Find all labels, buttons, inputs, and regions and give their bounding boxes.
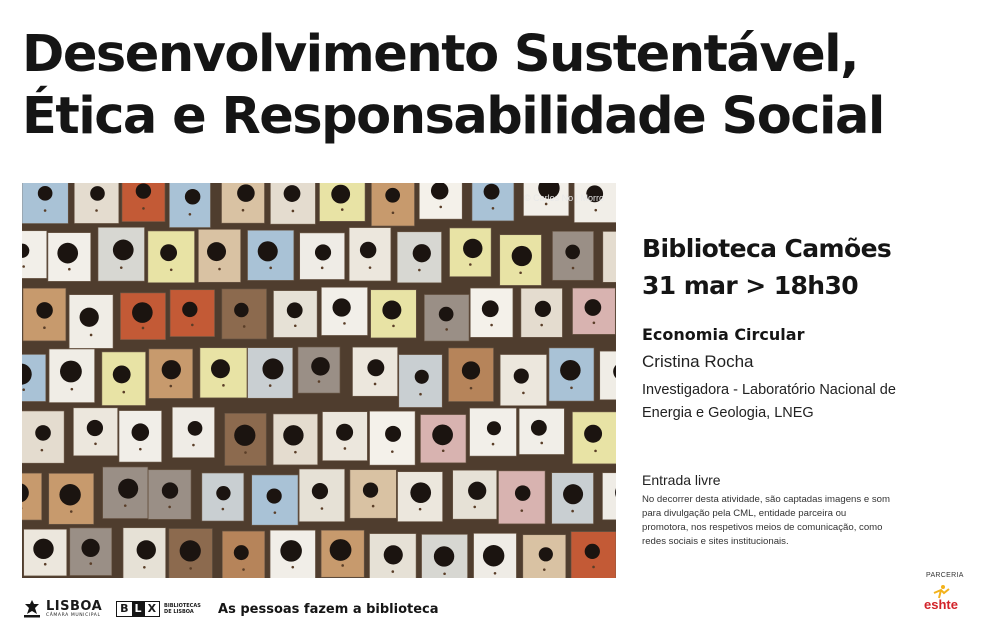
entrance-hole [363, 482, 378, 497]
birdhouse-box [122, 183, 165, 222]
entrance-hole [113, 240, 134, 261]
entrance-hole [360, 242, 376, 258]
birdhouse-box [119, 411, 162, 462]
perch-peg [594, 209, 597, 212]
entrance-hole [312, 483, 328, 499]
birdhouse-box [571, 532, 616, 578]
birdhouse-box [552, 473, 594, 524]
entrance-hole [113, 365, 131, 383]
birdhouse-box [422, 534, 468, 578]
perch-peg [218, 268, 221, 271]
birdhouse-box [319, 183, 365, 221]
entrance-hole [132, 423, 150, 441]
entrance-hole [237, 184, 255, 202]
lisboa-name: LISBOA [46, 598, 103, 614]
entrance-hole [512, 246, 532, 266]
lisboa-subtitle: CÂMARA MUNICIPAL [46, 612, 101, 618]
birdhouse-box [420, 415, 466, 463]
birdhouse-box [370, 411, 416, 465]
entrance-hole [182, 302, 197, 317]
event-datetime: 31 mar > 18h30 [642, 271, 859, 300]
birdhouse-box [523, 535, 566, 578]
perch-peg [492, 443, 495, 446]
entrance-hole [487, 421, 501, 435]
perch-peg [570, 386, 573, 389]
lisboa-crest-icon [22, 599, 42, 619]
birdhouse-box [270, 183, 315, 224]
birdhouse-box [270, 530, 315, 578]
birdhouse-box [49, 473, 94, 524]
entrance-hole [531, 420, 547, 436]
birdhouse-box [453, 470, 497, 519]
entrance-hole [482, 300, 499, 317]
perch-peg [124, 504, 127, 507]
perch-peg [120, 266, 123, 269]
perch-peg [169, 385, 172, 388]
birdhouse-box [321, 530, 364, 577]
perch-peg [374, 383, 377, 386]
birdhouse-box [22, 411, 64, 463]
event-venue: Biblioteca Camões [642, 234, 892, 263]
perch-peg [41, 449, 44, 452]
entrance-hole [432, 424, 453, 445]
entrance-hole [415, 370, 429, 384]
entrance-hole [434, 546, 454, 566]
birdhouse-box [448, 348, 493, 402]
birdhouse-box [602, 473, 616, 520]
entrance-hole [267, 488, 282, 503]
speaker-name: Cristina Rocha [642, 352, 754, 371]
entrance-hole [132, 302, 153, 323]
birdhouse-box [498, 471, 545, 524]
perch-peg [321, 267, 324, 270]
entrance-hole [118, 479, 138, 499]
entrance-hole [468, 482, 486, 500]
entrance-hole [331, 185, 350, 204]
birdhouses-photo [22, 183, 616, 578]
perch-peg [344, 447, 347, 450]
birdhouse-box [299, 469, 345, 522]
birdhouses-illustration [22, 183, 616, 578]
birdhouse-box [549, 348, 594, 401]
birdhouse-box [48, 233, 91, 282]
entrance-hole [216, 486, 230, 500]
birdhouse-box [225, 413, 266, 465]
perch-peg [391, 570, 394, 573]
perch-peg [44, 209, 47, 212]
birdhouse-box [198, 229, 240, 282]
perch-peg [122, 391, 125, 394]
entrance-hole [367, 359, 384, 376]
birdhouse-box [399, 355, 442, 408]
birdhouse-box [321, 287, 367, 335]
birdhouse-box [298, 347, 340, 393]
entrance-hole [560, 360, 581, 381]
entrance-hole [81, 539, 99, 557]
birdhouse-box [70, 528, 112, 576]
entrance-hole [515, 485, 531, 501]
perch-peg [572, 267, 575, 270]
title-line-1: Desenvolvimento Sustentável, [22, 25, 859, 84]
entrance-hole [384, 545, 403, 564]
perch-peg [540, 442, 543, 445]
entrance-hole [535, 301, 551, 317]
entrance-hole [585, 544, 600, 559]
perch-peg [492, 207, 495, 210]
birdhouse-box [22, 354, 46, 401]
perch-peg [392, 325, 395, 328]
perch-peg [274, 511, 277, 514]
perch-peg [170, 268, 173, 271]
entrance-hole [585, 299, 602, 316]
birdhouse-box [300, 233, 345, 280]
birdhouse-box [273, 414, 318, 465]
birdhouse-box [102, 352, 146, 406]
birdhouse-box [552, 231, 593, 280]
perch-peg [594, 450, 597, 453]
birdhouse-box [170, 290, 214, 337]
birdhouse-box [103, 467, 148, 518]
perch-peg [445, 328, 448, 331]
perch-peg [469, 263, 472, 266]
birdhouse-box [472, 183, 514, 221]
entrance-hole [284, 185, 301, 202]
eshte-logo [924, 584, 980, 618]
entrance-hole [463, 239, 482, 258]
birdhouse-box [252, 475, 298, 525]
perch-peg [68, 268, 71, 271]
perch-peg [90, 334, 93, 337]
entrance-hole [283, 425, 303, 445]
blx-letter-b: B [120, 602, 129, 615]
blx-subtitle: BIBLIOTECAS DE LISBOA [164, 603, 201, 615]
perch-peg [294, 451, 297, 454]
perch-peg [520, 509, 523, 512]
perch-peg [189, 567, 192, 570]
birdhouse-box [248, 348, 293, 399]
perch-peg [142, 207, 145, 210]
perch-peg [269, 384, 272, 387]
birdhouse-box [397, 232, 441, 283]
birdhouse-box [603, 231, 616, 282]
perch-peg [242, 209, 245, 212]
birdhouse-box [572, 412, 616, 464]
entrance-hole [188, 421, 203, 436]
birdhouse-box [398, 472, 443, 522]
entrance-hole [385, 426, 401, 442]
perch-peg [191, 324, 194, 327]
perch-peg [269, 267, 272, 270]
birdhouse-box [470, 408, 517, 456]
birdhouse-box [352, 347, 397, 396]
footer-logos [22, 597, 439, 621]
birdhouse-box [120, 293, 165, 340]
birdhouse-box [349, 228, 391, 281]
birdhouse-box [148, 470, 191, 520]
perch-peg [292, 210, 295, 213]
entrance-hole [413, 244, 431, 262]
perch-peg [391, 450, 394, 453]
entrance-hole [33, 539, 53, 559]
entrance-hole [137, 540, 156, 559]
birdhouse-box [573, 288, 616, 334]
perch-peg [294, 324, 297, 327]
birdhouse-box [49, 349, 95, 403]
lisboa-logo [22, 599, 102, 619]
birdhouse-box [22, 183, 68, 224]
perch-peg [168, 506, 171, 509]
eshte-logo-text: eshte [924, 597, 958, 612]
birdhouse-box [74, 183, 119, 223]
perch-peg [321, 507, 324, 510]
entrance-hole [234, 303, 248, 317]
entrance-hole [38, 186, 53, 201]
birdhouse-box [24, 529, 67, 576]
perch-peg [343, 322, 346, 325]
perch-peg [222, 508, 225, 511]
perch-peg [94, 442, 97, 445]
perch-peg [44, 563, 47, 566]
perch-peg [593, 321, 596, 324]
birdhouse-box [172, 407, 214, 458]
perch-peg [369, 266, 372, 269]
perch-peg [192, 444, 195, 447]
perch-peg [71, 388, 74, 391]
footer-slogan: As pessoas fazem a biblioteca [218, 601, 439, 617]
entrance-hole [332, 298, 350, 316]
birdhouse-box [371, 290, 417, 338]
birdhouse-box [222, 531, 264, 578]
birdhouse-box [474, 533, 517, 578]
birdhouse-box [470, 288, 513, 337]
entrance-hole [565, 245, 580, 260]
birdhouse-box [73, 408, 117, 456]
entrance-hole [385, 188, 400, 203]
perch-peg [442, 449, 445, 452]
perch-peg [522, 392, 525, 395]
entrance-hole [207, 242, 226, 261]
perch-peg [341, 564, 344, 567]
entrance-hole [258, 241, 278, 261]
perch-peg [43, 326, 46, 329]
perch-peg [341, 208, 344, 211]
entrance-hole [160, 244, 177, 261]
birdhouse-box [149, 349, 193, 398]
birdhouse-box [169, 183, 210, 228]
perch-peg [470, 387, 473, 390]
entrance-hole [136, 183, 151, 198]
blx-logo [116, 601, 200, 617]
birdhouse-box [222, 289, 267, 339]
perch-peg [22, 265, 25, 268]
entrance-hole [234, 545, 249, 560]
entrance-hole [330, 539, 352, 561]
entry-info: Entrada livre [642, 472, 721, 488]
entrance-hole [211, 359, 230, 378]
birdhouse-box [500, 355, 546, 406]
entrance-hole [336, 424, 353, 441]
entrance-hole [410, 482, 431, 503]
perch-peg [139, 448, 142, 451]
perch-peg [543, 568, 546, 571]
birdhouse-box [450, 228, 492, 277]
entrance-hole [80, 308, 99, 327]
perch-peg [372, 505, 375, 508]
entrance-hole [280, 540, 302, 562]
birdhouse-box [248, 230, 294, 280]
birdhouse-box [350, 470, 396, 519]
poster-title [22, 24, 992, 148]
birdhouse-box [22, 473, 42, 520]
entrance-hole [180, 540, 201, 561]
birdhouse-box [222, 183, 265, 223]
perch-peg [439, 206, 442, 209]
entrance-hole [36, 302, 53, 319]
entrance-hole [484, 184, 500, 200]
entrance-hole [60, 361, 82, 383]
speaker-role: Investigadora - Laboratório Nacional de Energia e Geologia, LNEG [642, 382, 896, 421]
perch-peg [89, 562, 92, 565]
birdhouse-box [322, 412, 367, 461]
title-line-2: Ética e Responsabilidade Social [22, 87, 884, 146]
birdhouse-box [500, 235, 542, 286]
perch-peg [318, 380, 321, 383]
perch-peg [392, 211, 395, 214]
entrance-hole [234, 425, 255, 446]
entrance-hole [162, 360, 181, 379]
entrance-hole [59, 484, 80, 505]
birdhouse-box [424, 295, 469, 341]
image-capture-notice: No decorrer desta atividade, são captadas imagens e som para divulgação pela CML, entidade parceira ou promotora, nos respetivos meios de comunicação, como redes sociais e sites institucionais. [642, 494, 890, 547]
event-topic: Economia Circular [642, 325, 805, 344]
perch-peg [545, 203, 548, 206]
perch-peg [418, 269, 421, 272]
birdhouse-box [23, 288, 66, 341]
entrance-hole [57, 243, 78, 264]
perch-peg [443, 572, 446, 575]
birdhouse-box [369, 534, 416, 578]
perch-peg [490, 324, 493, 327]
perch-peg [419, 508, 422, 511]
entrance-hole [185, 189, 201, 205]
perch-peg [473, 506, 476, 509]
birdhouse-box [202, 473, 244, 521]
birdhouse-box [519, 408, 564, 454]
partner-label: PARCERIA [926, 572, 964, 579]
birdhouse-box [69, 295, 113, 349]
birdhouse-box [123, 528, 166, 578]
birdhouse-box [371, 183, 414, 226]
perch-peg [243, 325, 246, 328]
birdhouse-box [419, 183, 462, 219]
perch-peg [242, 568, 245, 571]
entrance-hole [35, 425, 51, 441]
perch-peg [494, 572, 497, 575]
perch-peg [519, 271, 522, 274]
photo-credit: © Carlos No | Morro [524, 193, 604, 203]
entrance-hole [90, 186, 105, 201]
entrance-hole [584, 425, 602, 443]
birdhouse-box [148, 231, 195, 283]
perch-peg [189, 213, 192, 216]
perch-peg [244, 451, 247, 454]
perch-peg [222, 384, 225, 387]
entrance-hole [311, 357, 330, 376]
entrance-hole [315, 244, 331, 260]
perch-peg [419, 393, 422, 396]
perch-peg [291, 566, 294, 569]
birdhouse-box [22, 231, 47, 279]
entrance-hole [162, 482, 178, 498]
birdhouse-box [273, 291, 317, 338]
entrance-hole [87, 420, 103, 436]
entrance-hole [439, 307, 454, 322]
birdhouse-box [521, 288, 562, 337]
perch-peg [571, 510, 574, 513]
perch-peg [70, 510, 73, 513]
entrance-hole [262, 358, 283, 379]
birdhouse-box [98, 227, 145, 281]
entrance-hole [382, 300, 401, 319]
entrance-hole [462, 361, 480, 379]
birdhouse-box [169, 529, 212, 578]
perch-peg [143, 566, 146, 569]
blx-letter-l: L [132, 602, 145, 616]
entrance-hole [539, 547, 553, 561]
perch-peg [540, 324, 543, 327]
blx-letter-x: X [147, 602, 157, 615]
perch-peg [95, 209, 98, 212]
entrance-hole [483, 545, 504, 566]
entrance-hole [563, 484, 583, 504]
birdhouse-box [200, 348, 247, 398]
perch-peg [22, 388, 25, 391]
birdhouse-box [600, 351, 616, 400]
entrance-hole [287, 302, 303, 318]
entrance-hole [514, 368, 529, 383]
perch-peg [142, 327, 145, 330]
perch-peg [592, 566, 595, 569]
